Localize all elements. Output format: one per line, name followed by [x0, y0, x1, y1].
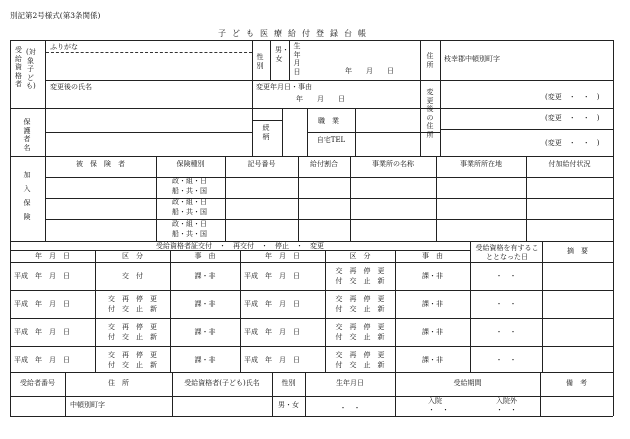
bottom-header-name: 受給資格者(子ども)氏名	[184, 379, 260, 387]
insurance-type-3b: 船・共・国	[172, 230, 207, 238]
address-label: 住所	[426, 52, 434, 69]
changed-name-label: 変更後の氏名	[50, 83, 92, 91]
insurance-header-type: 保険種別	[176, 160, 205, 168]
address-value: 枝幸郡中頓別町字	[444, 55, 500, 63]
row-kubun-right-bottom: 付 交 止 新	[335, 305, 385, 313]
row-kubun-right-top: 交 再 停 更	[335, 323, 385, 331]
col-kubun-1: 区 分	[122, 252, 143, 260]
row-date-right: 平成 年 月 日	[244, 356, 300, 364]
row-kubun-right-bottom: 付 交 止 新	[335, 277, 385, 285]
col-date-2: 年 月 日	[265, 252, 300, 260]
row-date-right: 平成 年 月 日	[244, 300, 300, 308]
bottom-header-address: 住 所	[108, 379, 129, 387]
insurance-type-1b: 船・共・国	[172, 187, 207, 195]
insurance-type-2b: 船・共・国	[172, 208, 207, 216]
bottom-sex-value: 男・女	[278, 401, 299, 409]
bottom-header-sex: 性別	[281, 379, 296, 387]
change-line-2: (変更 ・ ・ )	[545, 114, 600, 122]
insurance-side-label: 加入保険	[23, 171, 31, 221]
period-in-value: ・ ・	[428, 406, 449, 414]
furigana-label: ふりがな	[50, 43, 78, 51]
birthdate-value: 年 月 日	[345, 67, 394, 75]
remarks-header: 摘 要	[567, 247, 588, 255]
bottom-header-remarks: 備 考	[566, 379, 587, 387]
row-jiyu-right: 課・非	[422, 356, 443, 364]
bottom-header-birth: 生年月日	[336, 379, 364, 387]
insurance-header-office: 事業所の名称	[372, 160, 414, 168]
row-eligible-date: ・ ・	[495, 272, 517, 280]
period-out-label: 入院外	[496, 397, 517, 405]
certificate-main-header: 受給資格者証交付 ・ 再交付 ・ 停止 ・ 変更	[156, 242, 324, 250]
row-kubun-left-bottom: 付 交 止 新	[108, 333, 157, 341]
tel-label: 自宅TEL	[316, 136, 346, 144]
row-jiyu-left: 課・非	[194, 272, 216, 280]
row-jiyu-right: 課・非	[422, 300, 443, 308]
insurance-type-3a: 政・組・日	[172, 220, 207, 228]
insurance-type-1a: 政・組・日	[172, 177, 207, 185]
changed-address-label: 変更後の住所	[426, 88, 434, 139]
row-jiyu-right: 課・非	[422, 272, 443, 280]
col-kubun-2: 区 分	[349, 252, 371, 260]
period-out-value: ・ ・	[496, 406, 517, 414]
bottom-birth-value: ・ ・	[339, 404, 361, 412]
row-jiyu-right: 課・非	[422, 328, 443, 336]
row-eligible-date: ・ ・	[495, 300, 517, 308]
form-number: 別記第2号様式(第3条関係)	[10, 11, 101, 20]
relation-label: 続柄	[262, 124, 270, 141]
bottom-address-value: 中頓別町字	[70, 401, 105, 409]
row-date-left: 平成 年 月 日	[14, 300, 70, 308]
change-line-1: (変更 ・ ・ )	[545, 93, 600, 101]
row-date-left: 平成 年 月 日	[14, 272, 70, 280]
row-kubun-left: 交 付	[122, 272, 143, 280]
sex-label: 性別	[256, 53, 264, 70]
insurance-header-ratio: 給付割合	[310, 160, 338, 168]
bottom-header-number: 受給者番号	[20, 379, 55, 387]
bottom-header-period: 受給期間	[453, 379, 482, 387]
insurance-header-extra: 付加給付状況	[548, 160, 591, 168]
row-kubun-left-top: 交 再 停 更	[108, 351, 157, 359]
recipient-section-label-2: (対象子ども)	[26, 48, 36, 90]
birthdate-label: 生年月日	[293, 42, 301, 76]
change-date-value: 年 月 日	[296, 95, 345, 103]
row-jiyu-left: 課・非	[194, 356, 216, 364]
row-jiyu-left: 課・非	[194, 300, 216, 308]
row-kubun-left-bottom: 付 交 止 新	[108, 361, 157, 369]
col-date-1: 年 月 日	[35, 252, 70, 260]
eligible-header: 受給資格を有することとなった日	[475, 244, 539, 261]
row-kubun-right-bottom: 付 交 止 新	[335, 361, 385, 369]
row-date-right: 平成 年 月 日	[244, 272, 300, 280]
recipient-section-label-1: 受給資格者	[15, 46, 22, 88]
row-kubun-left-top: 交 再 停 更	[108, 295, 157, 303]
col-jiyu-1: 事 由	[194, 252, 216, 260]
job-label: 職 業	[318, 117, 339, 125]
row-kubun-right-top: 交 再 停 更	[335, 295, 385, 303]
row-eligible-date: ・ ・	[495, 328, 517, 336]
col-jiyu-2: 事 由	[422, 252, 443, 260]
sex-options: 男・女	[275, 46, 289, 63]
row-kubun-right-bottom: 付 交 止 新	[335, 333, 385, 341]
page-title: 子ども医療給付登録台帳	[218, 29, 372, 38]
row-kubun-left-bottom: 付 交 止 新	[108, 305, 157, 313]
insurance-header-number: 記号番号	[247, 160, 276, 168]
row-kubun-left-top: 交 再 停 更	[108, 323, 157, 331]
guardian-label: 保護者名	[23, 118, 31, 152]
change-date-label: 変更年月日・事由	[256, 83, 312, 91]
row-date-right: 平成 年 月 日	[244, 328, 300, 336]
insurance-header-insured: 被 保 険 者	[76, 160, 125, 168]
period-in-label: 入院	[428, 397, 442, 405]
row-jiyu-left: 課・非	[194, 328, 216, 336]
insurance-header-office-address: 事業所所在地	[460, 160, 502, 168]
insurance-type-2a: 政・組・日	[172, 198, 207, 206]
change-line-3: (変更 ・ ・ )	[545, 139, 600, 147]
row-date-left: 平成 年 月 日	[14, 328, 70, 336]
row-eligible-date: ・ ・	[495, 356, 517, 364]
row-kubun-right-top: 交 再 停 更	[335, 267, 385, 275]
row-kubun-right-top: 交 再 停 更	[335, 351, 385, 359]
row-date-left: 平成 年 月 日	[14, 356, 70, 364]
